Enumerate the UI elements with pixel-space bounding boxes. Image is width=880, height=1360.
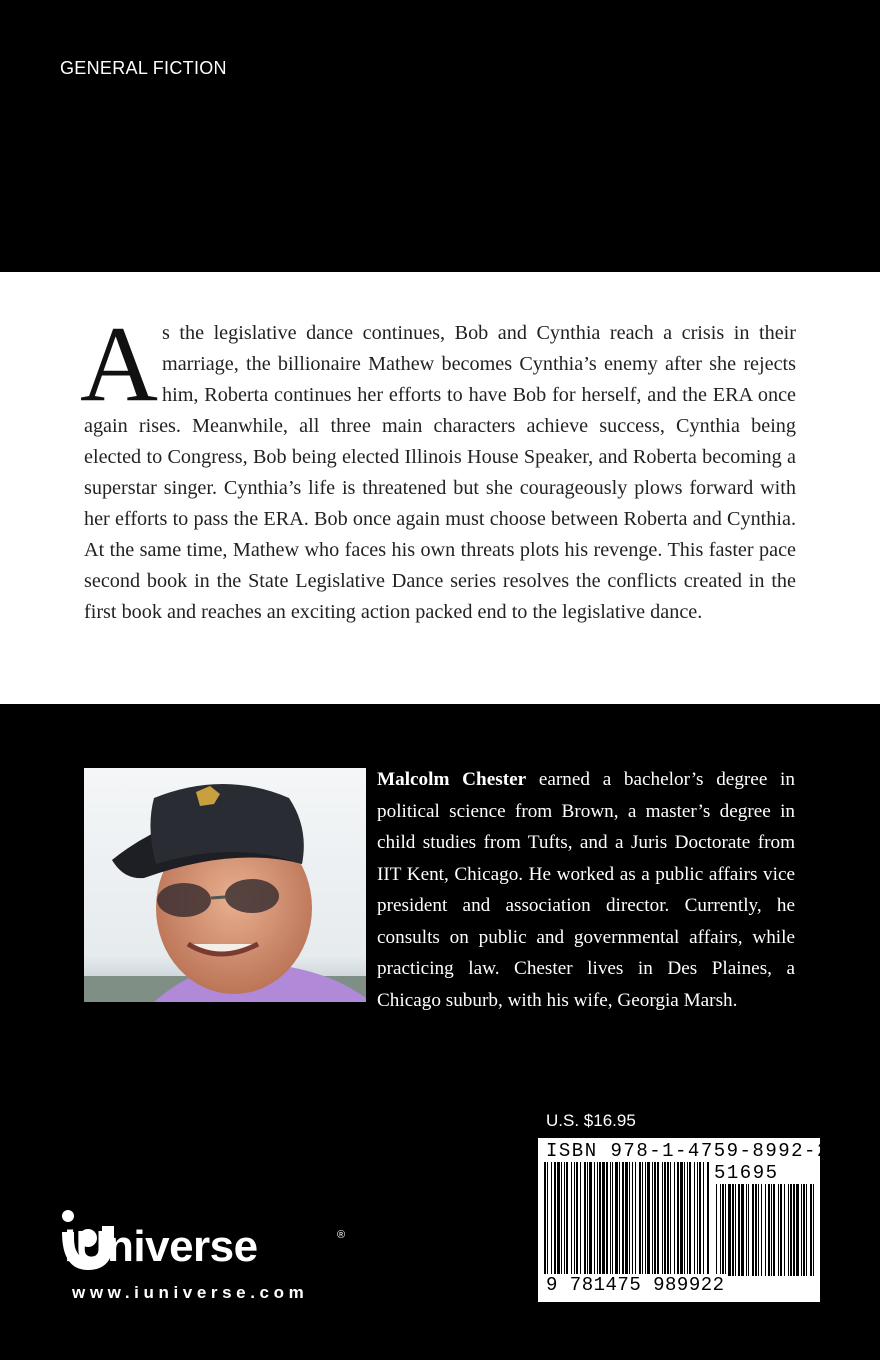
barcode-bar (664, 1162, 666, 1274)
barcode-bar (610, 1162, 611, 1274)
barcode-bar (684, 1162, 685, 1274)
barcode-bar (547, 1162, 548, 1274)
addon-bar (790, 1184, 792, 1276)
barcode-bar (589, 1162, 592, 1274)
barcode-bar (615, 1162, 618, 1274)
barcode-bar (703, 1162, 704, 1274)
addon-bar (773, 1184, 775, 1276)
barcode-bar (584, 1162, 586, 1274)
barcode-bar (629, 1162, 630, 1274)
author-name: Malcolm Chester (377, 769, 527, 790)
addon-bar (761, 1184, 762, 1276)
drop-cap: A (80, 305, 158, 424)
addon-bar (806, 1184, 807, 1276)
addon-bar (796, 1184, 799, 1276)
addon-bar (768, 1184, 770, 1276)
barcode-bar (667, 1162, 669, 1274)
addon-bar (784, 1184, 785, 1276)
barcode-bar (599, 1162, 601, 1274)
barcode-bar (699, 1162, 701, 1274)
addon-bar (788, 1184, 789, 1276)
isbn-label: ISBN 978-1-4759-8992-2 (546, 1140, 830, 1162)
barcode-bar (654, 1162, 656, 1274)
addon-bar (780, 1184, 782, 1276)
barcode-bar (619, 1162, 620, 1274)
barcode-bar (707, 1162, 709, 1274)
barcode-bar (561, 1162, 562, 1274)
publisher-name: iUniverse (64, 1222, 258, 1271)
addon-bar (735, 1184, 736, 1276)
barcode-bar (680, 1162, 683, 1274)
barcode-bar (580, 1162, 581, 1274)
barcode-bar (564, 1162, 565, 1274)
addon-bar (801, 1184, 802, 1276)
addon-number: 51695 (714, 1162, 779, 1184)
addon-bar (720, 1184, 721, 1276)
barcode-bar (687, 1162, 688, 1274)
addon-bar (728, 1184, 731, 1276)
addon-bar (716, 1184, 717, 1276)
barcode-bar (632, 1162, 633, 1274)
addon-bar (755, 1184, 757, 1276)
barcode-bar (544, 1162, 546, 1274)
addon-bar (738, 1184, 740, 1276)
author-photo (84, 768, 366, 1002)
addon-bar (725, 1184, 726, 1276)
barcode-bars (540, 1162, 818, 1278)
barcode-bar (677, 1162, 679, 1274)
barcode-bar (662, 1162, 663, 1274)
addon-bar (810, 1184, 812, 1276)
barcode-bar (670, 1162, 671, 1274)
barcode-bar (639, 1162, 641, 1274)
barcode-bar (697, 1162, 698, 1274)
top-band (0, 0, 880, 272)
addon-bar (765, 1184, 766, 1276)
barcode-bar (694, 1162, 695, 1274)
publisher-website: www.iuniverse.com (72, 1283, 309, 1302)
barcode-bar (657, 1162, 659, 1274)
barcode-bar (557, 1162, 560, 1274)
barcode-bar (551, 1162, 552, 1274)
barcode-number: 9 781475 989922 (546, 1274, 725, 1296)
barcode-bar (647, 1162, 650, 1274)
addon-bar (793, 1184, 795, 1276)
addon-bar (778, 1184, 779, 1276)
barcode-bar (576, 1162, 578, 1274)
barcode-bar (625, 1162, 628, 1274)
barcode-bar (554, 1162, 556, 1274)
barcode-bar (645, 1162, 646, 1274)
barcode-bar (674, 1162, 675, 1274)
addon-bar (752, 1184, 754, 1276)
addon-bar (771, 1184, 772, 1276)
barcode-bar (689, 1162, 691, 1274)
barcode-bar (635, 1162, 636, 1274)
barcode-bar (566, 1162, 568, 1274)
barcode-bar (622, 1162, 624, 1274)
addon-bar (732, 1184, 734, 1276)
registered-mark: ® (337, 1229, 346, 1241)
addon-bar (803, 1184, 805, 1276)
barcode-bar (597, 1162, 598, 1274)
barcode-bar (574, 1162, 575, 1274)
barcode-bar (652, 1162, 653, 1274)
addon-bar (748, 1184, 749, 1276)
author-portrait-illustration (84, 768, 366, 1002)
addon-bar (722, 1184, 724, 1276)
barcode-bar (587, 1162, 588, 1274)
barcode-bar (602, 1162, 605, 1274)
addon-bar (758, 1184, 759, 1276)
barcode-bar (571, 1162, 572, 1274)
author-bio (377, 764, 795, 1016)
price-label: U.S. $16.95 (546, 1111, 636, 1130)
addon-bar (813, 1184, 814, 1276)
addon-bar (741, 1184, 744, 1276)
barcode-bar (642, 1162, 643, 1274)
barcode-bar (612, 1162, 613, 1274)
barcode-bar (594, 1162, 595, 1274)
addon-bar (746, 1184, 747, 1276)
blurb-body: s the legislative dance continues, Bob and Cynthia reach a crisis in their marriage, the billionaire Mathew becomes Cynthia’s enemy after she rejects him, Roberta continues her efforts to have Bob for herself, and the ERA once again rises. Meanwhile, all three main characters achieve success, Cynthia being elected to Congress, Bob being elected Illinois House Speaker, and Roberta becoming a superstar singer. Cynthia’s life is threatened but she courageously plows forward with her efforts to pass the ERA. Bob once again must choose between Roberta and Cynthia. At the same time, Mathew who faces his own threats plots his revenge. This faster pace second book in the State Legislative Dance series resolves the conflicts created in the first book and reaches an exciting action packed end to the legislative dance. (84, 322, 796, 623)
genre-label: GENERAL FICTION (60, 58, 227, 78)
barcode-bar (606, 1162, 608, 1274)
author-bio-text: earned a bachelor’s degree in political science from Brown, a master’s degree in child studies from Tufts, and a Juris Doctorate from IIT Kent, Chicago. He worked as a public affairs vice president and association director. Currently, he consults on public and governmental affairs, while practicing law. Chester lives in Des Plaines, a Chicago suburb, with his wife, Georgia Marsh. (377, 769, 795, 1011)
blurb-text (80, 305, 796, 628)
